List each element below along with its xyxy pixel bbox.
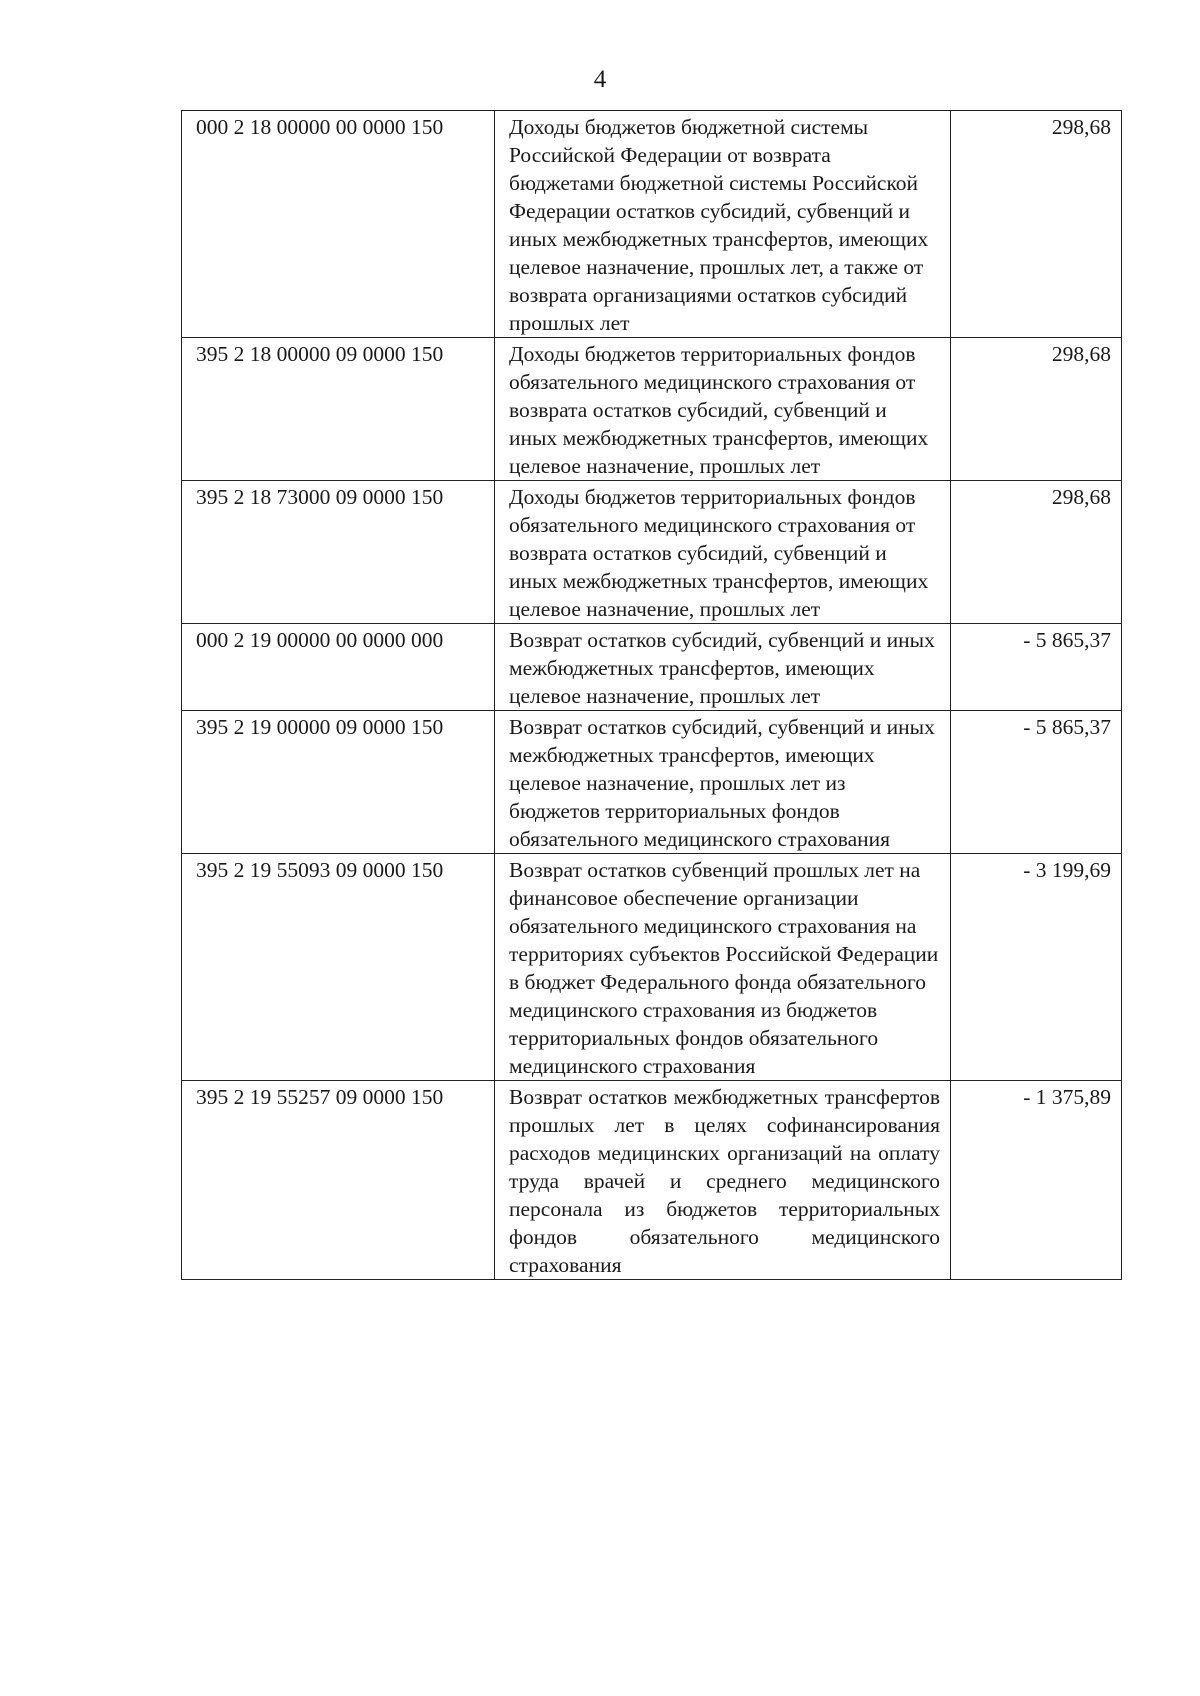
budget-code-cell: 395 2 19 00000 09 0000 150 [182,711,495,854]
budget-revenue-table [181,110,1122,1280]
table-row [182,338,1122,481]
table-row [182,481,1122,624]
budget-code-cell: 395 2 19 55257 09 0000 150 [182,1081,495,1280]
budget-code-cell: 395 2 18 73000 09 0000 150 [182,481,495,624]
amount-cell: - 1 375,89 [951,1081,1122,1280]
amount-cell: 298,68 [951,111,1122,338]
budget-code-cell: 395 2 18 00000 09 0000 150 [182,338,495,481]
amount-cell: 298,68 [951,481,1122,624]
revenue-name-cell: Возврат остатков субсидий, субвенций и иных межбюджетных трансфертов, имеющих целевое назначение, прошлых лет из бюджетов территориальных фондов обязательного медицинского страхования [495,711,951,854]
page-number: 4 [593,66,607,93]
table-row [182,711,1122,854]
revenue-name-cell: Возврат остатков субсидий, субвенций и иных межбюджетных трансфертов, имеющих целевое назначение, прошлых лет [495,624,951,711]
amount-cell: 298,68 [951,338,1122,481]
budget-code-cell: 000 2 18 00000 00 0000 150 [182,111,495,338]
revenue-name-cell: Доходы бюджетов территориальных фондов обязательного медицинского страхования от возврата остатков субсидий, субвенций и иных межбюджетных трансфертов, имеющих целевое назначение, прошлых лет [495,481,951,624]
budget-code-cell: 395 2 19 55093 09 0000 150 [182,854,495,1081]
revenue-name-cell: Доходы бюджетов бюджетной системы Российской Федерации от возврата бюджетами бюджетной системы Российской Федерации остатков субсидий, субвенций и иных межбюджетных трансфертов, имеющих целевое назначение, прошлых лет, а также от возврата организациями остатков субсидий прошлых лет [495,111,951,338]
amount-cell: - 5 865,37 [951,624,1122,711]
budget-code-cell: 000 2 19 00000 00 0000 000 [182,624,495,711]
table-row [182,854,1122,1081]
revenue-name-cell: Возврат остатков субвенций прошлых лет на финансовое обеспечение организации обязательного медицинского страхования на территориях субъектов Российской Федерации в бюджет Федерального фонда обязательного медицинского страхования из бюджетов территориальных фондов обязательного медицинского страхования [495,854,951,1081]
revenue-name-cell: Доходы бюджетов территориальных фондов обязательного медицинского страхования от возврата остатков субсидий, субвенций и иных межбюджетных трансфертов, имеющих целевое назначение, прошлых лет [495,338,951,481]
table-row [182,111,1122,338]
revenue-name-cell: Возврат остатков межбюджетных трансфертов прошлых лет в целях софинансирования расходов медицинских организаций на оплату труда врачей и среднего медицинского персонала из бюджетов территориальных фондов обязательного медицинского страхования [495,1081,951,1280]
table-row [182,1081,1122,1280]
table-row [182,624,1122,711]
amount-cell: - 5 865,37 [951,711,1122,854]
amount-cell: - 3 199,69 [951,854,1122,1081]
